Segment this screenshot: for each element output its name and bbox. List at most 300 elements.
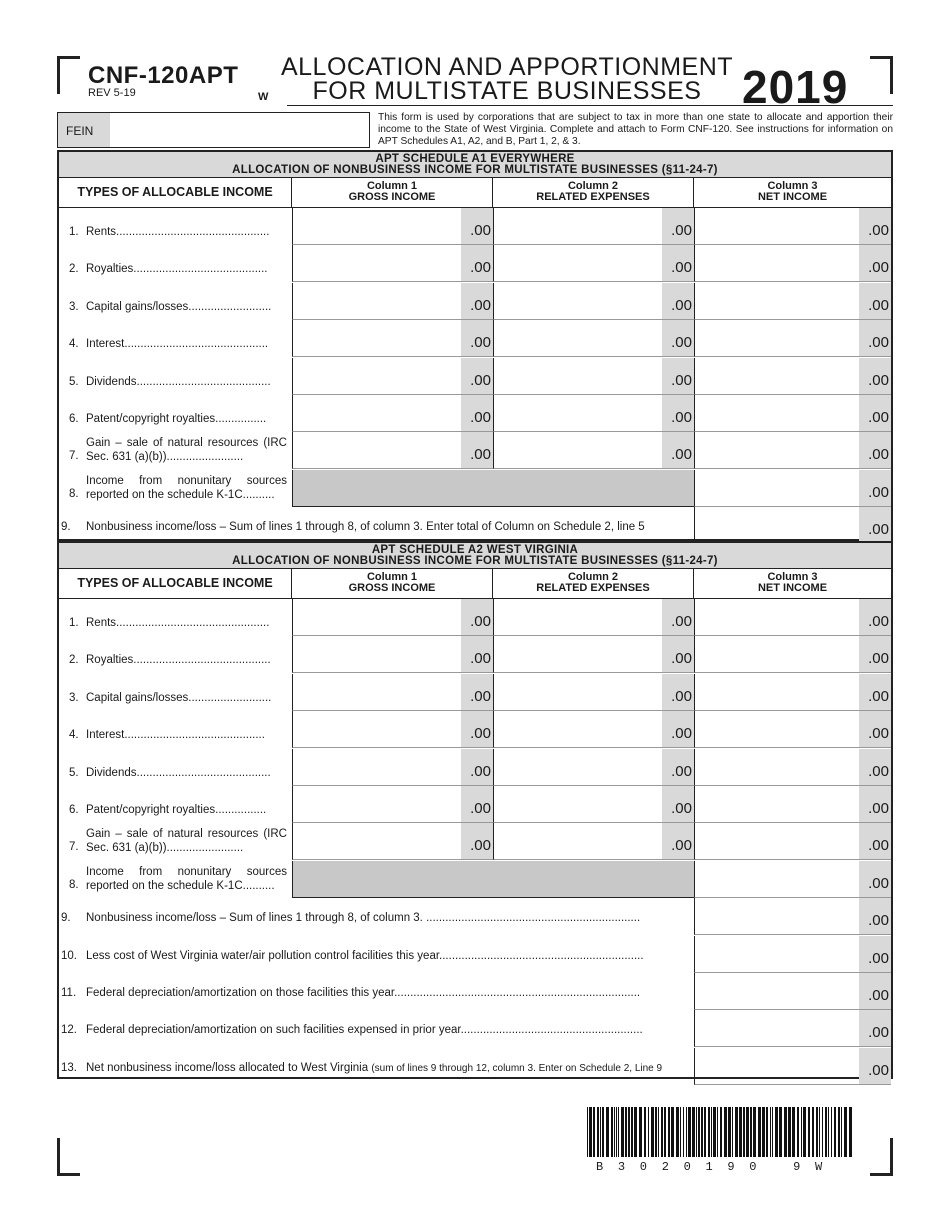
table-row [59, 395, 891, 432]
line-number: 5. [69, 375, 79, 388]
table-row [59, 823, 891, 860]
barcode-bar-45 [739, 1107, 742, 1157]
barcode-bar-5 [602, 1107, 604, 1157]
line-number: 7. [69, 450, 79, 463]
row-label [59, 711, 287, 748]
line-description: Rents................................................ [86, 226, 270, 238]
amount-input-col3[interactable] [695, 898, 859, 934]
cents-label: .00 [662, 599, 694, 635]
barcode-bar-29 [686, 1107, 687, 1157]
line-number: 11. [61, 987, 77, 999]
barcode-bar-40 [720, 1107, 722, 1157]
amount-input-col3[interactable] [695, 749, 859, 785]
schedule-a2-subtitle: ALLOCATION OF NONBUSINESS INCOME FOR MULTISTATE BUSINESSES (§11-24-7) [232, 555, 718, 567]
row-label [59, 245, 287, 282]
line-number: 2. [69, 263, 79, 276]
barcode-bar-48 [750, 1107, 752, 1157]
amount-cell-col3 [694, 636, 891, 673]
row-label [59, 973, 694, 1010]
amount-cell-col1 [292, 636, 493, 673]
cents-label: .00 [859, 208, 891, 244]
barcode-bar-71 [834, 1107, 836, 1157]
amount-input-col1[interactable] [293, 599, 461, 635]
amount-input-col3[interactable] [695, 283, 859, 319]
amount-input-col1[interactable] [293, 786, 461, 822]
cents-label: .00 [859, 786, 891, 822]
line-description [86, 987, 640, 999]
barcode-bar-7 [611, 1107, 613, 1157]
amount-input-col1[interactable] [293, 358, 461, 394]
cents-label: .00 [461, 395, 493, 431]
barcode-bar-30 [688, 1107, 691, 1157]
cents-label: .00 [859, 823, 891, 859]
cents-label: .00 [461, 432, 493, 468]
table-row [59, 786, 891, 823]
amount-cell-col2 [493, 674, 694, 711]
line-description: Gain – sale of natural resources (IRC Sec. 631 (a)(b))........................ [86, 437, 287, 464]
line-description: Capital gains/losses.......................... [86, 300, 272, 313]
line-description: Interest............................................ [86, 729, 265, 742]
barcode-bar-17 [644, 1107, 646, 1157]
amount-cell-col1 [292, 674, 493, 711]
amount-input-col1[interactable] [293, 395, 461, 431]
line-text: Nonbusiness income/loss – Sum of lines 1 through 8, of column 3. Enter total of Column on Schedule 2, line 5 [86, 521, 645, 534]
amount-input-col3[interactable] [695, 320, 859, 356]
amount-input-col2[interactable] [494, 432, 662, 468]
line-number: 10. [61, 949, 77, 962]
barcode-bar-63 [808, 1107, 810, 1157]
cents-label: .00 [859, 711, 891, 747]
amount-input-col3[interactable] [695, 507, 859, 543]
barcode-bar-26 [676, 1107, 679, 1157]
amount-cell-col1 [292, 283, 493, 320]
schedule-a2 [57, 541, 893, 1079]
amount-cell-col1 [292, 208, 493, 245]
amount-cell-col3 [694, 245, 891, 282]
line-number: 8. [69, 487, 79, 500]
amount-input-col3[interactable] [695, 1048, 859, 1084]
cents-label: .00 [859, 245, 891, 281]
amount-input-col3[interactable] [695, 358, 859, 394]
barcode-bar-2 [593, 1107, 595, 1157]
column1-label: Column 1 [366, 180, 418, 192]
column1-label: Column 1 [366, 571, 418, 583]
fein-input[interactable] [110, 113, 369, 147]
amount-input-col2[interactable] [494, 283, 662, 319]
table-row [59, 711, 891, 748]
cents-label: .00 [859, 936, 891, 972]
amount-cell-col2 [493, 358, 694, 395]
barcode-bar-54 [772, 1107, 773, 1157]
line-number: 3. [69, 691, 79, 704]
cents-label: .00 [859, 898, 891, 934]
barcode-bar-0 [587, 1107, 588, 1157]
table-row [59, 470, 891, 507]
line-description: Income from nonunitary sources reported on the schedule K-1C.......... [86, 474, 287, 501]
line-number: 6. [69, 804, 79, 816]
barcode-bar-37 [711, 1107, 712, 1157]
cents-label: .00 [859, 470, 891, 506]
barcode-bar-49 [753, 1107, 756, 1157]
row-label [59, 898, 694, 935]
amount-input-col2[interactable] [494, 320, 662, 356]
amount-cell-col3 [694, 470, 891, 507]
amount-input-col3[interactable] [695, 599, 859, 635]
barcode-bar-61 [801, 1107, 802, 1157]
amount-input-col2[interactable] [494, 395, 662, 431]
row-label [59, 283, 287, 320]
barcode-bar-44 [735, 1107, 738, 1157]
amount-input-col3[interactable] [695, 674, 859, 710]
amount-cell-col2 [493, 636, 694, 673]
barcode-bar-38 [713, 1107, 716, 1157]
cents-label: .00 [662, 636, 694, 672]
line-description [86, 950, 644, 962]
cents-label: .00 [461, 599, 493, 635]
amount-cell-col1 [292, 711, 493, 748]
table-row [59, 749, 891, 786]
fein-box [57, 112, 370, 148]
amount-input-col2[interactable] [494, 358, 662, 394]
barcode-bar-73 [841, 1107, 842, 1157]
cents-label: .00 [859, 358, 891, 394]
barcode-bar-42 [728, 1107, 731, 1157]
barcode-bar-11 [621, 1107, 624, 1157]
amount-cell-col3 [694, 786, 891, 823]
amount-input-col2[interactable] [494, 599, 662, 635]
row-label [59, 823, 287, 860]
barcode-bar-28 [683, 1107, 684, 1157]
barcode-bar-31 [692, 1107, 695, 1157]
cents-label: .00 [662, 786, 694, 822]
amount-cell-col3 [694, 320, 891, 357]
schedule-a2-title: APT SCHEDULE A2 WEST VIRGINIA [371, 544, 579, 556]
amount-input-col3[interactable] [695, 823, 859, 859]
barcode-bar-69 [828, 1107, 829, 1157]
amount-cell-col3 [694, 936, 891, 973]
table-row [59, 358, 891, 395]
barcode-bar-60 [797, 1107, 799, 1157]
amount-cell-col3 [694, 861, 891, 898]
barcode-bar-57 [784, 1107, 787, 1157]
barcode-bar-56 [779, 1107, 782, 1157]
row-label [59, 786, 287, 823]
barcode-bar-4 [600, 1107, 601, 1157]
cents-label: .00 [859, 283, 891, 319]
cents-label: .00 [662, 432, 694, 468]
table-row [59, 507, 891, 544]
column3-title: NET INCOME [757, 191, 828, 203]
barcode-bar-66 [819, 1107, 820, 1157]
barcode-bar-75 [849, 1107, 852, 1157]
amount-input-col3[interactable] [695, 245, 859, 281]
cents-label: .00 [461, 636, 493, 672]
line-description: Interest............................................. [86, 338, 269, 351]
barcode-bar-12 [625, 1107, 627, 1157]
row-label [59, 861, 287, 898]
column1-header [292, 569, 493, 599]
barcode-bar-32 [696, 1107, 697, 1157]
line-description [86, 1024, 643, 1036]
line-description [86, 912, 640, 924]
cents-label: .00 [461, 283, 493, 319]
line-number: 6. [69, 413, 79, 425]
row-label [59, 636, 287, 673]
schedule-a1 [57, 150, 893, 541]
barcode-bar-14 [631, 1107, 633, 1157]
cents-label: .00 [859, 599, 891, 635]
table-row [59, 973, 891, 1010]
cents-label: .00 [662, 823, 694, 859]
barcode-bar-15 [634, 1107, 637, 1157]
cents-label: .00 [461, 749, 493, 785]
line-note: (sum of lines 9 through 12, column 3. Enter on Schedule 2, Line 9 [371, 1062, 663, 1074]
amount-input-col2[interactable] [494, 786, 662, 822]
line-description: Capital gains/losses.......................... [86, 691, 272, 704]
amount-input-col3[interactable] [695, 208, 859, 244]
cents-label: .00 [859, 973, 891, 1009]
amount-input-col2[interactable] [494, 674, 662, 710]
barcode-bar-3 [597, 1107, 599, 1157]
line-description [86, 1062, 662, 1074]
amount-input-col3[interactable] [695, 861, 859, 897]
amount-cell-col2 [493, 786, 694, 823]
barcode-bar-24 [668, 1107, 670, 1157]
amount-input-col1[interactable] [293, 432, 461, 468]
barcode-bar-50 [758, 1107, 761, 1157]
amount-cell-col1 [292, 599, 493, 636]
row-label [59, 208, 287, 245]
form-title-line1: ALLOCATION AND APPORTIONMENT [280, 53, 734, 81]
barcode-bar-6 [606, 1107, 609, 1157]
amount-cell-col3 [694, 1010, 891, 1047]
amount-input-col1[interactable] [293, 674, 461, 710]
amount-input-col2[interactable] [494, 823, 662, 859]
column3-label: Column 3 [767, 571, 818, 583]
header-rule [287, 105, 893, 106]
row-label [59, 358, 287, 395]
barcode-bar-23 [664, 1107, 666, 1157]
barcode-bar-35 [704, 1107, 706, 1157]
cents-label: .00 [859, 1010, 891, 1046]
amount-input-col1[interactable] [293, 823, 461, 859]
amount-input-col1[interactable] [293, 283, 461, 319]
amount-cell-col2 [493, 749, 694, 786]
amount-cell-col1 [292, 432, 493, 469]
amount-cell-col3 [694, 973, 891, 1010]
barcode-bar-25 [671, 1107, 674, 1157]
cents-label: .00 [662, 208, 694, 244]
barcode-bar-68 [825, 1107, 827, 1157]
barcode-bar-55 [775, 1107, 778, 1157]
schedule-a1-header [59, 152, 891, 178]
line-number: 4. [69, 729, 79, 742]
barcode-bar-51 [762, 1107, 765, 1157]
amount-input-col1[interactable] [293, 245, 461, 281]
amount-input-col3[interactable] [695, 432, 859, 468]
cents-label: .00 [662, 320, 694, 356]
cents-label: .00 [859, 320, 891, 356]
amount-cell-col1 [292, 823, 493, 860]
amount-input-col3[interactable] [695, 711, 859, 747]
table-row [59, 861, 891, 898]
barcode-bar-1 [589, 1107, 592, 1157]
table-row [59, 936, 891, 973]
line-description: Royalties........................................... [86, 654, 271, 667]
line-description: Income from nonunitary sources reported on the schedule K-1C.......... [86, 865, 287, 892]
amount-cell-col3 [694, 823, 891, 860]
amount-input-col3[interactable] [695, 973, 859, 1009]
row-label [59, 674, 287, 711]
cents-label: .00 [859, 395, 891, 431]
row-label [59, 1048, 694, 1085]
barcode-bar-58 [788, 1107, 791, 1157]
amount-input-col2[interactable] [494, 749, 662, 785]
shaded-block [292, 861, 694, 898]
column2-header [493, 178, 694, 208]
column2-title: RELATED EXPENSES [536, 582, 650, 594]
cents-label: .00 [859, 749, 891, 785]
amount-input-col1[interactable] [293, 749, 461, 785]
amount-cell-col1 [292, 358, 493, 395]
barcode-bar-72 [838, 1107, 840, 1157]
barcode-bar-53 [770, 1107, 771, 1157]
row-label [59, 936, 694, 973]
line-text: Less cost of West Virginia water/air pollution control facilities this year................................................................ [86, 949, 644, 962]
amount-cell-col1 [292, 749, 493, 786]
barcode-bar-27 [680, 1107, 681, 1157]
barcode-bar-20 [655, 1107, 657, 1157]
row-label [59, 749, 287, 786]
cents-label: .00 [859, 636, 891, 672]
barcode-bar-36 [708, 1107, 710, 1157]
barcode-bar-18 [648, 1107, 649, 1157]
line-number: 4. [69, 338, 79, 351]
barcode-bar-41 [724, 1107, 727, 1157]
barcode-bar-52 [766, 1107, 768, 1157]
cents-label: .00 [461, 208, 493, 244]
line-text: Nonbusiness income/loss – Sum of lines 1 through 8, of column 3. ................................................................... [86, 912, 641, 925]
barcode-bar-59 [792, 1107, 795, 1157]
form-title [274, 55, 740, 103]
cents-label: .00 [859, 432, 891, 468]
amount-cell-col2 [493, 320, 694, 357]
line-description: Royalties.......................................... [86, 263, 268, 276]
amount-cell-col3 [694, 283, 891, 320]
cents-label: .00 [662, 749, 694, 785]
amount-input-col1[interactable] [293, 208, 461, 244]
cents-label: .00 [662, 283, 694, 319]
barcode-bar-9 [616, 1107, 617, 1157]
amount-input-col1[interactable] [293, 320, 461, 356]
table-row [59, 1010, 891, 1047]
barcode-bar-22 [661, 1107, 663, 1157]
cents-label: .00 [859, 507, 891, 543]
row-label [59, 320, 287, 357]
barcode-bar-47 [746, 1107, 749, 1157]
amount-cell-col2 [493, 599, 694, 636]
cents-label: .00 [461, 674, 493, 710]
cents-label: .00 [461, 245, 493, 281]
amount-input-col1[interactable] [293, 636, 461, 672]
form-id: CNF-120APT [88, 62, 239, 89]
line-description: Dividends.......................................... [86, 766, 271, 779]
line-number: 12. [61, 1024, 77, 1037]
revision-label: REV 5-19 [88, 87, 136, 99]
barcode [587, 1107, 853, 1159]
corner-mark-top-left [57, 56, 80, 94]
amount-input-col1[interactable] [293, 711, 461, 747]
tax-year: 2019 [742, 61, 849, 113]
amount-cell-col1 [292, 395, 493, 432]
corner-mark-bottom-right [870, 1138, 893, 1176]
amount-input-col2[interactable] [494, 636, 662, 672]
line-description: Patent/copyright royalties................ [86, 804, 267, 816]
cents-label: .00 [662, 358, 694, 394]
amount-cell-col2 [493, 208, 694, 245]
row-label [59, 507, 694, 544]
amount-input-col3[interactable] [695, 786, 859, 822]
amount-input-col2[interactable] [494, 711, 662, 747]
column2-header [493, 569, 694, 599]
corner-mark-bottom-left [57, 1138, 80, 1176]
table-row [59, 283, 891, 320]
row-label [59, 1010, 694, 1047]
line-description [86, 521, 645, 533]
amount-cell-col1 [292, 320, 493, 357]
amount-cell-col3 [694, 599, 891, 636]
column1-header [292, 178, 493, 208]
column1-title: GROSS INCOME [348, 582, 436, 594]
column3-title: NET INCOME [757, 582, 828, 594]
barcode-bar-67 [822, 1107, 823, 1157]
amount-cell-col3 [694, 749, 891, 786]
amount-input-col2[interactable] [494, 245, 662, 281]
amount-cell-col2 [493, 245, 694, 282]
barcode-bar-46 [743, 1107, 745, 1157]
amount-input-col3[interactable] [695, 636, 859, 672]
column2-title: RELATED EXPENSES [536, 191, 650, 203]
cents-label: .00 [859, 674, 891, 710]
table-row [59, 674, 891, 711]
line-text: Federal depreciation/amortization on such facilities expensed in prior year......................................................... [86, 1024, 643, 1037]
schedule-a2-header [59, 543, 891, 569]
types-header: TYPES OF ALLOCABLE INCOME [59, 569, 292, 599]
amount-cell-col3 [694, 674, 891, 711]
amount-input-col2[interactable] [494, 208, 662, 244]
line-number: 9. [61, 912, 71, 925]
row-label [59, 395, 287, 432]
line-text: Federal depreciation/amortization on those facilities this year............................................................................. [86, 987, 641, 999]
amount-input-col3[interactable] [695, 470, 859, 506]
line-number: 1. [69, 226, 79, 238]
barcode-bar-8 [614, 1107, 615, 1157]
barcode-bar-74 [844, 1107, 847, 1157]
amount-cell-col3 [694, 1048, 891, 1085]
cents-label: .00 [461, 320, 493, 356]
line-number: 1. [69, 617, 79, 629]
amount-cell-col2 [493, 432, 694, 469]
barcode-bar-34 [701, 1107, 703, 1157]
cents-label: .00 [662, 711, 694, 747]
table-row [59, 320, 891, 357]
barcode-bar-33 [698, 1107, 700, 1157]
amount-input-col3[interactable] [695, 395, 859, 431]
shaded-block [292, 470, 694, 507]
amount-input-col3[interactable] [695, 936, 859, 972]
line-description: Dividends.......................................... [86, 375, 271, 388]
amount-input-col3[interactable] [695, 1010, 859, 1046]
